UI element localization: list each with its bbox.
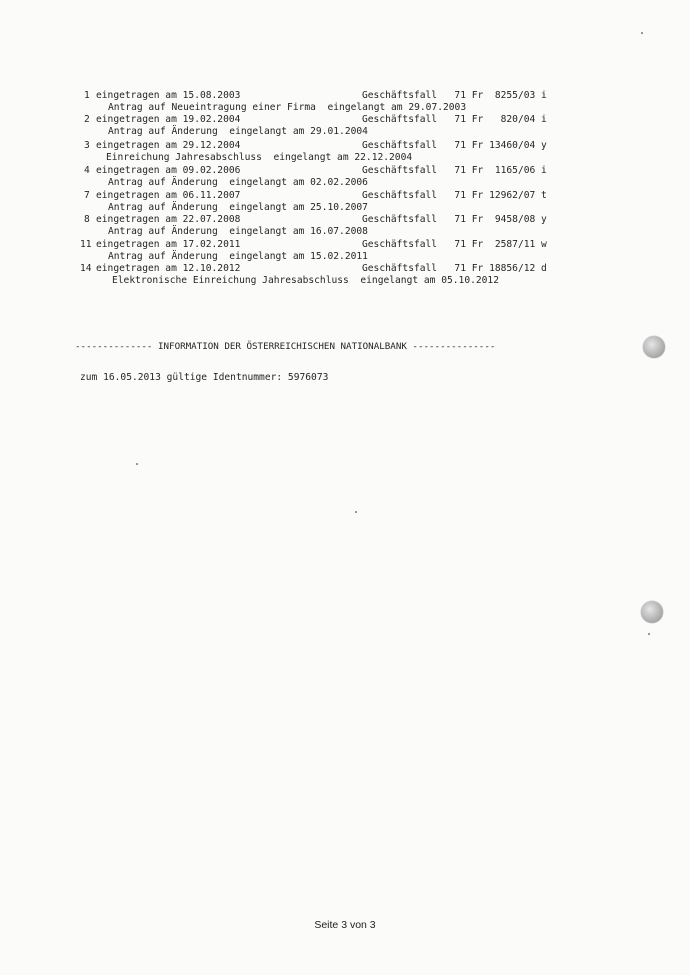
entry-date: eingetragen am 22.07.2008 bbox=[96, 214, 241, 225]
register-entry-line bbox=[84, 114, 547, 126]
entry-number: 11 bbox=[80, 239, 92, 251]
application-line: Antrag auf Änderung eingelangt am 15.02.2011 bbox=[108, 251, 368, 263]
case-number: Geschäftsfall 71 Fr 2587/11 w bbox=[362, 239, 547, 251]
section-divider: -------------- INFORMATION DER ÖSTERREICHISCHEN NATIONALBANK --------------- bbox=[75, 341, 496, 352]
page-footer: Seite 3 von 3 bbox=[314, 919, 376, 931]
case-number: Geschäftsfall 71 Fr 13460/04 y bbox=[362, 140, 547, 152]
register-entry-line bbox=[84, 90, 547, 101]
entry-number: 1 bbox=[84, 90, 90, 101]
entry-number: 8 bbox=[84, 214, 90, 225]
entry-number: 14 bbox=[80, 263, 92, 275]
application-line: Antrag auf Änderung eingelangt am 02.02.2006 bbox=[108, 176, 368, 188]
case-number: Geschäftsfall 71 Fr 18856/12 d bbox=[362, 263, 547, 275]
entry-number: 4 bbox=[84, 164, 90, 176]
case-number: Geschäftsfall 71 Fr 12962/07 t bbox=[362, 189, 547, 201]
application-line: Elektronische Einreichung Jahresabschluss eingelangt am 05.10.2012 bbox=[112, 275, 499, 287]
entry-number: 2 bbox=[84, 114, 90, 126]
register-entry-line bbox=[84, 140, 547, 152]
register-entry-line bbox=[80, 263, 547, 275]
application-line: Einreichung Jahresabschluss eingelangt am 22.12.2004 bbox=[106, 152, 413, 164]
entry-date: eingetragen am 12.10.2012 bbox=[96, 263, 241, 275]
scan-speck bbox=[136, 463, 138, 465]
scan-speck bbox=[355, 511, 357, 513]
entry-date: eingetragen am 15.08.2003 bbox=[96, 90, 241, 101]
application-line: Antrag auf Änderung eingelangt am 29.01.2004 bbox=[108, 126, 368, 138]
scan-speck bbox=[648, 633, 650, 635]
entry-date: eingetragen am 29.12.2004 bbox=[96, 140, 241, 152]
register-entry-line bbox=[84, 189, 547, 201]
entry-date: eingetragen am 09.02.2006 bbox=[96, 164, 241, 176]
case-number: Geschäftsfall 71 Fr 9458/08 y bbox=[362, 214, 547, 225]
punch-hole-mark bbox=[641, 601, 663, 623]
ident-number-line: zum 16.05.2013 gültige Identnummer: 5976073 bbox=[80, 372, 329, 383]
case-number: Geschäftsfall 71 Fr 1165/06 i bbox=[362, 164, 547, 176]
case-number: Geschäftsfall 71 Fr 820/04 i bbox=[362, 114, 547, 126]
punch-hole-mark bbox=[643, 336, 665, 358]
register-entry-line bbox=[84, 164, 547, 176]
case-number: Geschäftsfall 71 Fr 8255/03 i bbox=[362, 90, 547, 101]
entry-date: eingetragen am 19.02.2004 bbox=[96, 114, 241, 126]
application-line: Antrag auf Änderung eingelangt am 16.07.2008 bbox=[108, 226, 368, 237]
entry-date: eingetragen am 17.02.2011 bbox=[96, 239, 241, 251]
register-entry-line bbox=[84, 214, 547, 225]
scan-speck bbox=[641, 32, 643, 34]
entry-date: eingetragen am 06.11.2007 bbox=[96, 189, 241, 201]
entry-number: 7 bbox=[84, 189, 90, 201]
application-line: Antrag auf Neueintragung einer Firma eingelangt am 29.07.2003 bbox=[108, 102, 467, 113]
application-line: Antrag auf Änderung eingelangt am 25.10.2007 bbox=[108, 201, 368, 213]
entry-number: 3 bbox=[84, 140, 90, 152]
register-entry-line bbox=[80, 239, 547, 251]
